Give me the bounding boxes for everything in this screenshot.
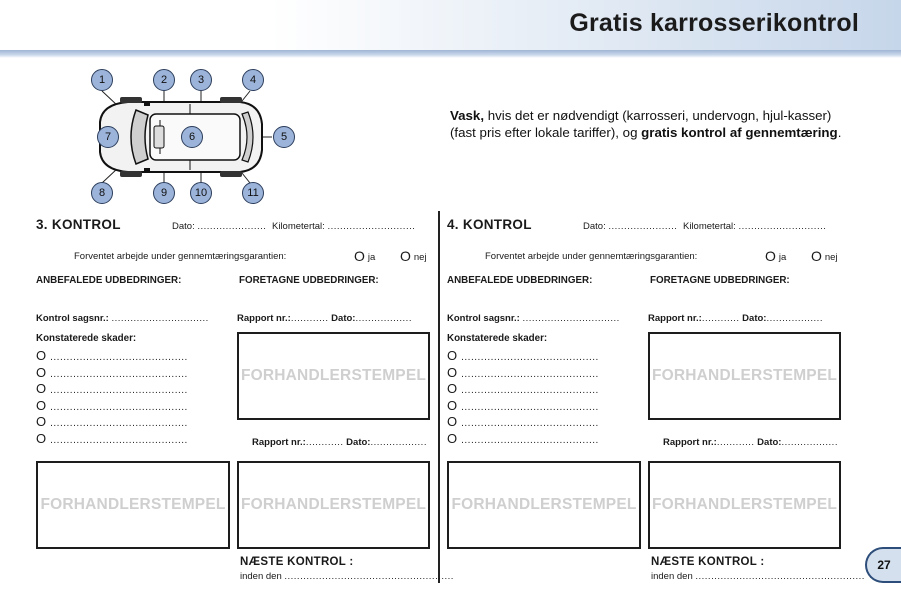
damage-row[interactable]: O .......................................... [36, 364, 188, 380]
case-number-field[interactable]: Kontrol sagsnr.: ............................... [36, 313, 209, 324]
radio-circle-icon: O [400, 248, 411, 264]
callout-6: 6 [181, 126, 203, 148]
mileage-field[interactable]: Kilometertal: ............................ [683, 221, 827, 232]
checkbox-circle-icon: O [36, 414, 47, 430]
car-diagram [80, 64, 310, 210]
report-number-field[interactable]: Rapport nr.:............ Dato:.................. [648, 313, 823, 324]
damage-row[interactable]: O .......................................... [447, 348, 599, 363]
radio-circle-icon: O [354, 248, 365, 264]
date-field[interactable]: Dato: ...................... [583, 221, 678, 232]
damage-row[interactable]: O .......................................... [447, 381, 599, 397]
callout-9: 9 [153, 182, 175, 204]
checkbox-circle-icon: O [447, 397, 458, 413]
dealer-stamp-box[interactable]: FORHANDLERSTEMPEL [36, 461, 230, 549]
checkbox-circle-icon: O [36, 397, 47, 413]
damage-list [447, 348, 642, 448]
report-number-field[interactable]: Rapport nr.:............ Dato:.................. [237, 313, 412, 324]
intro-text-1: hvis det er nødvendigt (karrosseri, undervogn, hjul-kasser) (fast pris efter lokale tariffer), og [450, 108, 832, 140]
damage-row[interactable]: O .......................................... [447, 430, 599, 446]
checkbox-circle-icon: O [36, 348, 47, 363]
performed-repairs-label: FORETAGNE UDBEDRINGER: [239, 275, 379, 286]
damages-label: Konstaterede skader: [447, 333, 548, 344]
callout-1: 1 [91, 69, 113, 91]
option-no[interactable]: O nej [811, 248, 838, 264]
warranty-question: Forventet arbejde under gennemtæringsgarantien: [485, 251, 698, 262]
case-number-field[interactable]: Kontrol sagsnr.: ............................... [447, 313, 620, 324]
next-inspection-title: NÆSTE KONTROL : [240, 556, 354, 568]
page-title: Gratis karrosserikontrol [569, 9, 859, 37]
intro-bold-wash: Vask, [450, 108, 485, 123]
intro-paragraph [450, 107, 850, 141]
damage-row[interactable]: O .......................................... [447, 397, 599, 413]
inspection-panel-3 [36, 211, 454, 583]
option-yes[interactable]: O ja [765, 248, 787, 264]
callout-8: 8 [91, 182, 113, 204]
damage-row[interactable]: O .......................................... [36, 414, 188, 430]
damage-row[interactable]: O .......................................... [36, 348, 188, 363]
panel-title: 3. KONTROL [36, 217, 121, 232]
callout-2: 2 [153, 69, 175, 91]
recommended-repairs-label: ANBEFALEDE UDBEDRINGER: [36, 275, 182, 286]
damage-row[interactable]: O .......................................... [36, 381, 188, 397]
checkbox-circle-icon: O [36, 364, 47, 380]
next-inspection-date-field[interactable]: inden den ...................................................... [651, 571, 865, 582]
checkbox-circle-icon: O [447, 381, 458, 397]
damage-row[interactable]: O .......................................... [36, 430, 188, 446]
page-number-badge: 27 [865, 547, 901, 583]
panel-title: 4. KONTROL [447, 217, 532, 232]
checkbox-circle-icon: O [447, 364, 458, 380]
warranty-question: Forventet arbejde under gennemtæringsgarantien: [74, 251, 287, 262]
header-rule [0, 50, 901, 58]
mileage-field[interactable]: Kilometertal: ............................ [272, 221, 416, 232]
checkbox-circle-icon: O [447, 348, 458, 363]
callout-3: 3 [190, 69, 212, 91]
dealer-stamp-box[interactable]: FORHANDLERSTEMPEL [237, 461, 430, 549]
damage-row[interactable]: O .......................................... [447, 414, 599, 430]
dealer-stamp-box[interactable]: FORHANDLERSTEMPEL [237, 332, 430, 420]
callout-11: 11 [242, 182, 264, 204]
inspection-panel-4 [447, 211, 865, 583]
option-no[interactable]: O nej [400, 248, 427, 264]
date-field[interactable]: Dato: ...................... [172, 221, 267, 232]
callout-10: 10 [190, 182, 212, 204]
option-yes[interactable]: O ja [354, 248, 376, 264]
next-inspection-title: NÆSTE KONTROL : [651, 556, 765, 568]
performed-repairs-label: FORETAGNE UDBEDRINGER: [650, 275, 790, 286]
checkbox-circle-icon: O [447, 430, 458, 446]
intro-bold-inspection: gratis kontrol af gennemtæring [641, 125, 838, 140]
radio-circle-icon: O [811, 248, 822, 264]
damages-label: Konstaterede skader: [36, 333, 137, 344]
callout-7: 7 [97, 126, 119, 148]
checkbox-circle-icon: O [447, 414, 458, 430]
dealer-stamp-box[interactable]: FORHANDLERSTEMPEL [648, 332, 841, 420]
next-inspection-date-field[interactable]: inden den ...................................................... [240, 571, 454, 582]
intro-text-2: . [837, 125, 842, 140]
dealer-stamp-box[interactable]: FORHANDLERSTEMPEL [648, 461, 841, 549]
callout-5: 5 [273, 126, 295, 148]
checkbox-circle-icon: O [36, 430, 47, 446]
damage-row[interactable]: O .......................................... [36, 397, 188, 413]
report-number-field-2[interactable]: Rapport nr.:............ Dato:.................. [663, 437, 838, 448]
report-number-field-2[interactable]: Rapport nr.:............ Dato:.................. [252, 437, 427, 448]
dealer-stamp-box[interactable]: FORHANDLERSTEMPEL [447, 461, 641, 549]
recommended-repairs-label: ANBEFALEDE UDBEDRINGER: [447, 275, 593, 286]
damage-row[interactable]: O .......................................... [447, 364, 599, 380]
page-header [0, 0, 901, 50]
callout-4: 4 [242, 69, 264, 91]
checkbox-circle-icon: O [36, 381, 47, 397]
radio-circle-icon: O [765, 248, 776, 264]
damage-list [36, 348, 231, 448]
